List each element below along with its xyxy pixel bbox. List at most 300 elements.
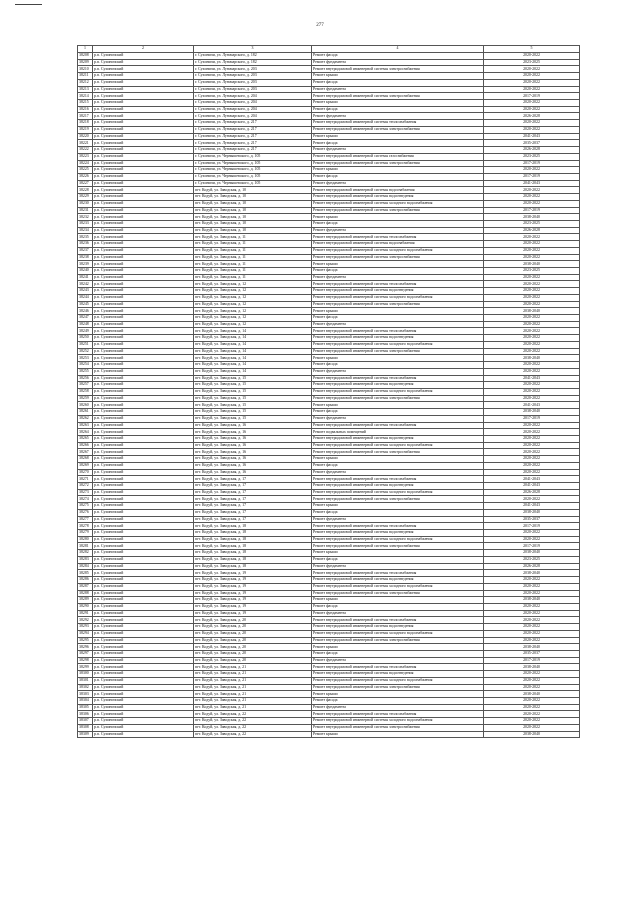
address-cell: пгт. Кодуй, ул. Заводская, д. 16 [194, 435, 312, 442]
municipality-cell: р.п. Сухиничский [93, 53, 194, 60]
address-cell: пгт. Кодуй, ул. Заводская, д. 20 [194, 630, 312, 637]
row-number: 38221 [78, 140, 93, 147]
row-number: 38235 [78, 234, 93, 241]
table-row [78, 462, 580, 469]
period-cell: 2038-2040 [484, 308, 580, 315]
address-cell: г. Сухиничи, ул. Чернышевского, д. 105 [194, 160, 312, 167]
municipality-cell: р.п. Сухиничский [93, 133, 194, 140]
table-row [78, 73, 580, 80]
row-number: 38287 [78, 583, 93, 590]
municipality-cell: р.п. Сухиничский [93, 100, 194, 107]
address-cell: пгт. Кодуй, ул. Заводская, д. 12 [194, 288, 312, 295]
address-cell: пгт. Кодуй, ул. Заводская, д. 15 [194, 409, 312, 416]
column-header: 5 [484, 46, 580, 53]
table-row [78, 556, 580, 563]
municipality-cell: р.п. Сухиничский [93, 671, 194, 678]
table-row [78, 395, 580, 402]
row-number: 38308 [78, 724, 93, 731]
work-type-cell: Ремонт внутридомовой инженерной системы электроснабжения [312, 543, 484, 550]
table-row [78, 241, 580, 248]
municipality-cell: р.п. Сухиничский [93, 348, 194, 355]
table-row [78, 711, 580, 718]
period-cell: 2020-2022 [484, 429, 580, 436]
period-cell: 2038-2040 [484, 644, 580, 651]
municipality-cell: р.п. Сухиничский [93, 677, 194, 684]
municipality-cell: р.п. Сухиничский [93, 543, 194, 550]
municipality-cell: р.п. Сухиничский [93, 288, 194, 295]
municipality-cell: р.п. Сухиничский [93, 617, 194, 624]
period-cell: 2017-2019 [484, 160, 580, 167]
work-type-cell: Ремонт внутридомовой инженерной системы водоснабжения [312, 241, 484, 248]
period-cell: 2017-2019 [484, 93, 580, 100]
work-type-cell: Ремонт фундамента [312, 415, 484, 422]
municipality-cell: р.п. Сухиничский [93, 375, 194, 382]
period-cell: 2020-2022 [484, 126, 580, 133]
period-cell: 2020-2022 [484, 368, 580, 375]
municipality-cell: р.п. Сухиничский [93, 173, 194, 180]
municipality-cell: р.п. Сухиничский [93, 462, 194, 469]
work-type-cell: Ремонт крыши [312, 456, 484, 463]
municipality-cell: р.п. Сухиничский [93, 476, 194, 483]
work-type-cell: Ремонт внутридомовой инженерной системы водоотведения [312, 671, 484, 678]
period-cell: 2017-2019 [484, 523, 580, 530]
address-cell: пгт. Кодуй, ул. Заводская, д. 14 [194, 368, 312, 375]
period-cell: 2020-2022 [484, 684, 580, 691]
period-cell: 2020-2022 [484, 187, 580, 194]
work-type-cell: Ремонт внутридомовой инженерной системы водоотведения [312, 577, 484, 584]
address-cell: г. Сухиничи, ул. Луначарского, д. 217 [194, 133, 312, 140]
municipality-cell: р.п. Сухиничский [93, 456, 194, 463]
period-cell: 2023-2025 [484, 59, 580, 66]
work-type-cell: Ремонт крыши [312, 644, 484, 651]
row-number: 38211 [78, 73, 93, 80]
municipality-cell: р.п. Сухиничский [93, 79, 194, 86]
work-type-cell: Ремонт внутридомовой инженерной системы электроснабжения [312, 254, 484, 261]
work-type-cell: Ремонт крыши [312, 100, 484, 107]
row-number: 38307 [78, 718, 93, 725]
table-row [78, 543, 580, 550]
work-type-cell: Ремонт фасада [312, 173, 484, 180]
table-row [78, 227, 580, 234]
table-row [78, 93, 580, 100]
municipality-cell: р.п. Сухиничский [93, 214, 194, 221]
address-cell: пгт. Кодуй, ул. Заводская, д. 12 [194, 281, 312, 288]
table-row [78, 704, 580, 711]
address-cell: пгт. Кодуй, ул. Заводская, д. 17 [194, 516, 312, 523]
row-number: 38223 [78, 153, 93, 160]
municipality-cell: р.п. Сухиничский [93, 368, 194, 375]
row-number: 38225 [78, 167, 93, 174]
table-row [78, 254, 580, 261]
table-row [78, 234, 580, 241]
address-cell: г. Сухиничи, ул. Чернышевского, д. 105 [194, 167, 312, 174]
row-number: 38250 [78, 335, 93, 342]
row-number: 38293 [78, 624, 93, 631]
municipality-cell: р.п. Сухиничский [93, 731, 194, 738]
period-cell: 2017-2019 [484, 207, 580, 214]
address-cell: пгт. Кодуй, ул. Заводская, д. 19 [194, 610, 312, 617]
work-type-cell: Ремонт внутридомовой инженерной системы водоотведения [312, 435, 484, 442]
table-row [78, 617, 580, 624]
period-cell: 2020-2022 [484, 671, 580, 678]
address-cell: пгт. Кодуй, ул. Заводская, д. 20 [194, 657, 312, 664]
table-row [78, 214, 580, 221]
period-cell: 2041-2043 [484, 133, 580, 140]
row-number: 38265 [78, 435, 93, 442]
address-cell: пгт. Кодуй, ул. Заводская, д. 15 [194, 415, 312, 422]
work-type-cell: Ремонт фундамента [312, 563, 484, 570]
work-type-cell: Ремонт внутридомовой инженерной системы теплоснабжения [312, 281, 484, 288]
work-type-cell: Ремонт внутридомовой инженерной системы водоотведения [312, 530, 484, 537]
table-row [78, 630, 580, 637]
period-cell: 2020-2022 [484, 79, 580, 86]
work-type-cell: Ремонт внутридомовой инженерной системы электроснабжения [312, 93, 484, 100]
work-type-cell: Ремонт фундамента [312, 469, 484, 476]
address-cell: пгт. Кодуй, ул. Заводская, д. 11 [194, 274, 312, 281]
row-number: 38222 [78, 147, 93, 154]
work-type-cell: Ремонт фасада [312, 315, 484, 322]
work-type-cell: Ремонт внутридомовой инженерной системы холодного водоснабжения [312, 341, 484, 348]
period-cell: 2041-2043 [484, 375, 580, 382]
address-cell: пгт. Кодуй, ул. Заводская, д. 16 [194, 456, 312, 463]
work-type-cell: Ремонт крыши [312, 402, 484, 409]
row-number: 38283 [78, 556, 93, 563]
period-cell: 2020-2022 [484, 66, 580, 73]
address-cell: пгт. Кодуй, ул. Заводская, д. 19 [194, 570, 312, 577]
period-cell: 2026-2028 [484, 113, 580, 120]
table-row [78, 496, 580, 503]
period-cell: 2020-2022 [484, 274, 580, 281]
municipality-cell: р.п. Сухиничский [93, 321, 194, 328]
table-row [78, 113, 580, 120]
address-cell: пгт. Кодуй, ул. Заводская, д. 17 [194, 496, 312, 503]
work-type-cell: Ремонт крыши [312, 503, 484, 510]
municipality-cell: р.п. Сухиничский [93, 153, 194, 160]
table-row [78, 382, 580, 389]
address-cell: г. Сухиничи, ул. Луначарского, д. 203 [194, 86, 312, 93]
period-cell: 2020-2022 [484, 254, 580, 261]
table-row [78, 274, 580, 281]
municipality-cell: р.п. Сухиничский [93, 294, 194, 301]
municipality-cell: р.п. Сухиничский [93, 113, 194, 120]
municipality-cell: р.п. Сухиничский [93, 247, 194, 254]
work-type-cell: Ремонт фундамента [312, 704, 484, 711]
address-cell: г. Сухиничи, ул. Луначарского, д. 182 [194, 59, 312, 66]
table-row [78, 415, 580, 422]
municipality-cell: р.п. Сухиничский [93, 469, 194, 476]
period-cell: 2017-2019 [484, 543, 580, 550]
table-row [78, 308, 580, 315]
table-row [78, 536, 580, 543]
table-row [78, 355, 580, 362]
row-number: 38282 [78, 550, 93, 557]
table-row [78, 718, 580, 725]
address-cell: пгт. Кодуй, ул. Заводская, д. 20 [194, 637, 312, 644]
row-number: 38218 [78, 120, 93, 127]
table-row [78, 173, 580, 180]
table-row [78, 106, 580, 113]
address-cell: пгт. Кодуй, ул. Заводская, д. 12 [194, 315, 312, 322]
municipality-cell: р.п. Сухиничский [93, 523, 194, 530]
row-number: 38219 [78, 126, 93, 133]
municipality-cell: р.п. Сухиничский [93, 200, 194, 207]
municipality-cell: р.п. Сухиничский [93, 415, 194, 422]
work-type-cell: Ремонт фундамента [312, 657, 484, 664]
row-number: 38244 [78, 294, 93, 301]
municipality-cell: р.п. Сухиничский [93, 402, 194, 409]
table-row [78, 523, 580, 530]
work-type-cell: Ремонт внутридомовой инженерной системы теплоснабжения [312, 523, 484, 530]
work-type-cell: Ремонт фундамента [312, 180, 484, 187]
work-type-cell: Ремонт фундамента [312, 113, 484, 120]
top-rule [15, 4, 42, 5]
address-cell: пгт. Кодуй, ул. Заводская, д. 12 [194, 301, 312, 308]
table-row [78, 516, 580, 523]
period-cell: 2020-2022 [484, 321, 580, 328]
municipality-cell: р.п. Сухиничский [93, 530, 194, 537]
period-cell: 2020-2022 [484, 496, 580, 503]
row-number: 38257 [78, 382, 93, 389]
work-type-cell: Ремонт внутридомовой инженерной системы водоотведения [312, 624, 484, 631]
period-cell: 2020-2022 [484, 456, 580, 463]
row-number: 38306 [78, 711, 93, 718]
row-number: 38298 [78, 657, 93, 664]
address-cell: г. Сухиничи, ул. Луначарского, д. 204 [194, 100, 312, 107]
municipality-cell: р.п. Сухиничский [93, 160, 194, 167]
row-number: 38309 [78, 731, 93, 738]
table-row [78, 442, 580, 449]
table-row [78, 194, 580, 201]
address-cell: г. Сухиничи, ул. Луначарского, д. 203 [194, 79, 312, 86]
address-cell: пгт. Кодуй, ул. Заводская, д. 10 [194, 207, 312, 214]
address-cell: пгт. Кодуй, ул. Заводская, д. 22 [194, 711, 312, 718]
work-type-cell: Ремонт внутридомовой инженерной системы холодного водоснабжения [312, 442, 484, 449]
address-cell: пгт. Кодуй, ул. Заводская, д. 20 [194, 650, 312, 657]
table-row [78, 449, 580, 456]
address-cell: г. Сухиничи, ул. Чернышевского, д. 105 [194, 173, 312, 180]
address-cell: г. Сухиничи, ул. Луначарского, д. 203 [194, 73, 312, 80]
row-number: 38237 [78, 247, 93, 254]
table-row [78, 368, 580, 375]
row-number: 38285 [78, 570, 93, 577]
municipality-cell: р.п. Сухиничский [93, 597, 194, 604]
address-cell: пгт. Кодуй, ул. Заводская, д. 21 [194, 671, 312, 678]
address-cell: пгт. Кодуй, ул. Заводская, д. 16 [194, 469, 312, 476]
work-type-cell: Ремонт внутридомовой инженерной системы водоотведения [312, 382, 484, 389]
row-number: 38253 [78, 355, 93, 362]
work-type-cell: Ремонт фасада [312, 509, 484, 516]
address-cell: г. Сухиничи, ул. Луначарского, д. 203 [194, 66, 312, 73]
row-number: 38248 [78, 321, 93, 328]
table-row [78, 577, 580, 584]
period-cell: 2020-2022 [484, 698, 580, 705]
address-cell: пгт. Кодуй, ул. Заводская, д. 21 [194, 664, 312, 671]
table-row [78, 530, 580, 537]
address-cell: пгт. Кодуй, ул. Заводская, д. 19 [194, 603, 312, 610]
row-number: 38301 [78, 677, 93, 684]
row-number: 38229 [78, 194, 93, 201]
work-type-cell: Ремонт внутридомовой инженерной системы теплоснабжения [312, 375, 484, 382]
municipality-cell: р.п. Сухиничский [93, 281, 194, 288]
work-type-cell: Ремонт внутридомовой инженерной системы теплоснабжения [312, 476, 484, 483]
municipality-cell: р.п. Сухиничский [93, 59, 194, 66]
period-cell: 2017-2019 [484, 657, 580, 664]
table-row [78, 671, 580, 678]
address-cell: пгт. Кодуй, ул. Заводская, д. 12 [194, 308, 312, 315]
work-type-cell: Ремонт фасада [312, 409, 484, 416]
address-cell: пгт. Кодуй, ул. Заводская, д. 20 [194, 617, 312, 624]
table-row [78, 550, 580, 557]
table-row [78, 335, 580, 342]
municipality-cell: р.п. Сухиничский [93, 691, 194, 698]
address-cell: пгт. Кодуй, ул. Заводская, д. 14 [194, 348, 312, 355]
work-type-cell: Ремонт внутридомовой инженерной системы теплоснабжения [312, 422, 484, 429]
municipality-cell: р.п. Сухиничский [93, 308, 194, 315]
address-cell: пгт. Кодуй, ул. Заводская, д. 18 [194, 523, 312, 530]
work-type-cell: Ремонт фасада [312, 462, 484, 469]
period-cell: 2020-2022 [484, 637, 580, 644]
row-number: 38251 [78, 341, 93, 348]
address-cell: г. Сухиничи, ул. Луначарского, д. 204 [194, 106, 312, 113]
period-cell: 2020-2022 [484, 100, 580, 107]
work-type-cell: Ремонт фасада [312, 650, 484, 657]
work-type-cell: Ремонт крыши [312, 133, 484, 140]
period-cell: 2020-2022 [484, 247, 580, 254]
municipality-cell: р.п. Сухиничский [93, 140, 194, 147]
row-number: 38288 [78, 590, 93, 597]
work-type-cell: Ремонт внутридомовой инженерной системы водоотведения [312, 335, 484, 342]
municipality-cell: р.п. Сухиничский [93, 718, 194, 725]
work-type-cell: Ремонт крыши [312, 308, 484, 315]
work-type-cell: Ремонт внутридомовой инженерной системы электроснабжения [312, 449, 484, 456]
row-number: 38240 [78, 268, 93, 275]
row-number: 38273 [78, 489, 93, 496]
address-cell: пгт. Кодуй, ул. Заводская, д. 20 [194, 624, 312, 631]
period-cell: 2020-2022 [484, 382, 580, 389]
period-cell: 2035-2037 [484, 650, 580, 657]
table-row [78, 301, 580, 308]
row-number: 38277 [78, 516, 93, 523]
address-cell: г. Сухиничи, ул. Луначарского, д. 217 [194, 147, 312, 154]
row-number: 38296 [78, 644, 93, 651]
municipality-cell: р.п. Сухиничский [93, 429, 194, 436]
address-cell: пгт. Кодуй, ул. Заводская, д. 17 [194, 503, 312, 510]
work-type-cell: Ремонт внутридомовой инженерной системы теплоснабжения [312, 120, 484, 127]
row-number: 38220 [78, 133, 93, 140]
table-row [78, 503, 580, 510]
row-number: 38289 [78, 597, 93, 604]
municipality-cell: р.п. Сухиничский [93, 583, 194, 590]
work-type-cell: Ремонт внутридомовой инженерной системы холодного водоснабжения [312, 630, 484, 637]
period-cell: 2041-2043 [484, 180, 580, 187]
row-number: 38249 [78, 328, 93, 335]
row-number: 38280 [78, 536, 93, 543]
municipality-cell: р.п. Сухиничский [93, 388, 194, 395]
work-type-cell: Ремонт внутридомовой инженерной системы водоотведения [312, 288, 484, 295]
table-row [78, 469, 580, 476]
municipality-cell: р.п. Сухиничский [93, 630, 194, 637]
row-number: 38299 [78, 664, 93, 671]
municipality-cell: р.п. Сухиничский [93, 93, 194, 100]
table-row [78, 180, 580, 187]
row-number: 38291 [78, 610, 93, 617]
address-cell: пгт. Кодуй, ул. Заводская, д. 17 [194, 476, 312, 483]
work-type-cell: Ремонт внутридомовой инженерной системы электроснабжения [312, 496, 484, 503]
table-row [78, 100, 580, 107]
work-type-cell: Ремонт внутридомовой инженерной системы электроснабжения [312, 301, 484, 308]
address-cell: пгт. Кодуй, ул. Заводская, д. 11 [194, 261, 312, 268]
table-row [78, 691, 580, 698]
row-number: 38233 [78, 220, 93, 227]
work-type-cell: Ремонт фундамента [312, 610, 484, 617]
address-cell: пгт. Кодуй, ул. Заводская, д. 10 [194, 194, 312, 201]
address-cell: пгт. Кодуй, ул. Заводская, д. 11 [194, 247, 312, 254]
row-number: 38276 [78, 509, 93, 516]
period-cell: 2020-2022 [484, 677, 580, 684]
work-type-cell: Ремонт фасада [312, 140, 484, 147]
address-cell: пгт. Кодуй, ул. Заводская, д. 18 [194, 530, 312, 537]
address-cell: пгт. Кодуй, ул. Заводская, д. 21 [194, 691, 312, 698]
period-cell: 2020-2022 [484, 469, 580, 476]
row-number: 38255 [78, 368, 93, 375]
period-cell: 2020-2022 [484, 630, 580, 637]
table-row [78, 698, 580, 705]
row-number: 38261 [78, 409, 93, 416]
row-number: 38284 [78, 563, 93, 570]
table-row [78, 247, 580, 254]
row-number: 38217 [78, 113, 93, 120]
row-number: 38208 [78, 53, 93, 60]
row-number: 38266 [78, 442, 93, 449]
period-cell: 2020-2022 [484, 281, 580, 288]
municipality-cell: р.п. Сухиничский [93, 509, 194, 516]
address-cell: пгт. Кодуй, ул. Заводская, д. 21 [194, 677, 312, 684]
row-number: 38270 [78, 469, 93, 476]
row-number: 38226 [78, 173, 93, 180]
period-cell: 2020-2022 [484, 234, 580, 241]
table-row [78, 483, 580, 490]
table-row [78, 570, 580, 577]
row-number: 38297 [78, 650, 93, 657]
table-row [78, 59, 580, 66]
row-number: 38209 [78, 59, 93, 66]
work-type-cell: Ремонт фундамента [312, 227, 484, 234]
row-number: 38213 [78, 86, 93, 93]
table-row [78, 288, 580, 295]
work-type-cell: Ремонт крыши [312, 261, 484, 268]
period-cell: 2020-2022 [484, 294, 580, 301]
period-cell: 2038-2040 [484, 731, 580, 738]
work-type-cell: Ремонт фасада [312, 603, 484, 610]
municipality-cell: р.п. Сухиничский [93, 590, 194, 597]
work-type-cell: Ремонт внутридомовой инженерной системы холодного водоснабжения [312, 294, 484, 301]
table-row [78, 348, 580, 355]
row-number: 38245 [78, 301, 93, 308]
page-number: 277 [316, 23, 324, 28]
municipality-cell: р.п. Сухиничский [93, 261, 194, 268]
row-number: 38278 [78, 523, 93, 530]
address-cell: пгт. Кодуй, ул. Заводская, д. 22 [194, 724, 312, 731]
table-row [78, 563, 580, 570]
period-cell: 2020-2022 [484, 241, 580, 248]
period-cell: 2023-2025 [484, 556, 580, 563]
work-type-cell: Ремонт внутридомовой инженерной системы электроснабжения [312, 207, 484, 214]
table-row [78, 429, 580, 436]
period-cell: 2035-2037 [484, 516, 580, 523]
row-number: 38294 [78, 630, 93, 637]
row-number: 38303 [78, 691, 93, 698]
period-cell: 2038-2040 [484, 597, 580, 604]
